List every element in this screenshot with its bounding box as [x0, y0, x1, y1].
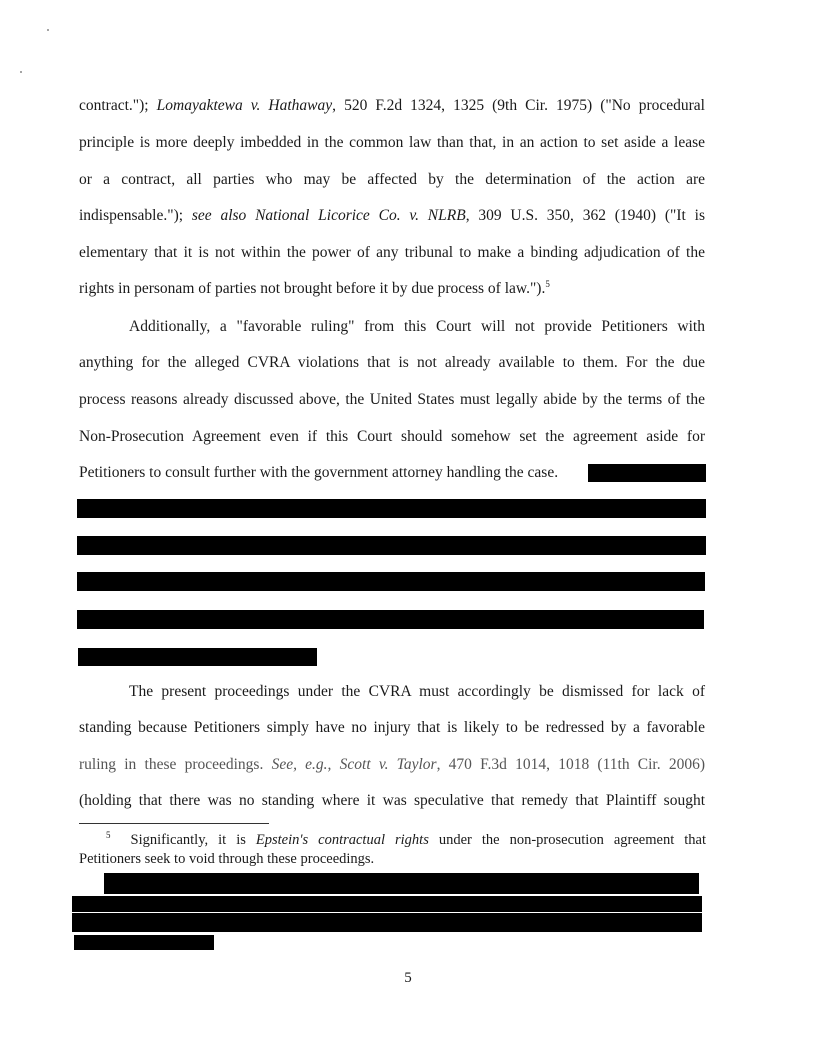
redaction-bar: [77, 499, 706, 518]
redaction-bar: [77, 536, 706, 555]
body-line: (holding that there was no standing where it was speculative that remedy that Plaintiff sought: [79, 792, 705, 809]
scan-speck: [20, 71, 22, 73]
redaction-bar: [78, 648, 317, 666]
body-line: The present proceedings under the CVRA must accordingly be dismissed for lack of: [129, 683, 705, 700]
page-number: 5: [404, 970, 412, 986]
body-line: rights in personam of parties not brought before it by due process of law.").$^5$: [79, 278, 550, 297]
footnote-line: Petitioners seek to void through these proceedings.: [79, 851, 375, 867]
scan-speck: [47, 29, 49, 31]
footnote-marker: 5: [106, 830, 111, 841]
footnote-rule: [79, 823, 269, 824]
redaction-bar: [77, 572, 705, 591]
redaction-bar: [72, 896, 702, 912]
redaction-bar: [104, 873, 699, 894]
body-line: indispensable."); see also National Licorice Co. v. NLRB, 309 U.S. 350, 362 (1940) ("It is: [79, 207, 705, 224]
body-line: contract."); Lomayaktewa v. Hathaway, 520 F.2d 1324, 1325 (9th Cir. 1975) ("No procedural: [79, 97, 705, 114]
body-line: Non-Prosecution Agreement even if this Court should somehow set the agreement aside for: [79, 428, 705, 445]
footnote-line: $^5$ Significantly, it is Epstein's contractual rights under the non-prosecution agreement that: [106, 830, 706, 848]
body-line: process reasons already discussed above, the United States must legally abide by the terms of the: [79, 391, 705, 408]
redaction-bar: [74, 935, 214, 950]
body-line: principle is more deeply imbedded in the common law than that, in an action to set aside a lease: [79, 134, 705, 151]
redaction-bar: [72, 913, 702, 932]
body-line: or a contract, all parties who may be affected by the determination of the action are: [79, 171, 705, 188]
body-line: anything for the alleged CVRA violations that is not already available to them. For the due: [79, 354, 705, 371]
footnote-ref: 5: [545, 278, 550, 289]
body-line: Petitioners to consult further with the government attorney handling the case.: [79, 464, 559, 481]
body-line: elementary that it is not within the power of any tribunal to make a binding adjudication of the: [79, 244, 705, 261]
body-line: Additionally, a "favorable ruling" from this Court will not provide Petitioners with: [129, 318, 705, 335]
body-line: standing because Petitioners simply have no injury that is likely to be redressed by a favorable: [79, 719, 705, 736]
redaction-bar: [77, 610, 704, 629]
redaction-bar: [588, 464, 706, 482]
body-line: ruling in these proceedings. See, e.g., Scott v. Taylor, 470 F.3d 1014, 1018 (11th Cir. 2006): [79, 756, 705, 773]
